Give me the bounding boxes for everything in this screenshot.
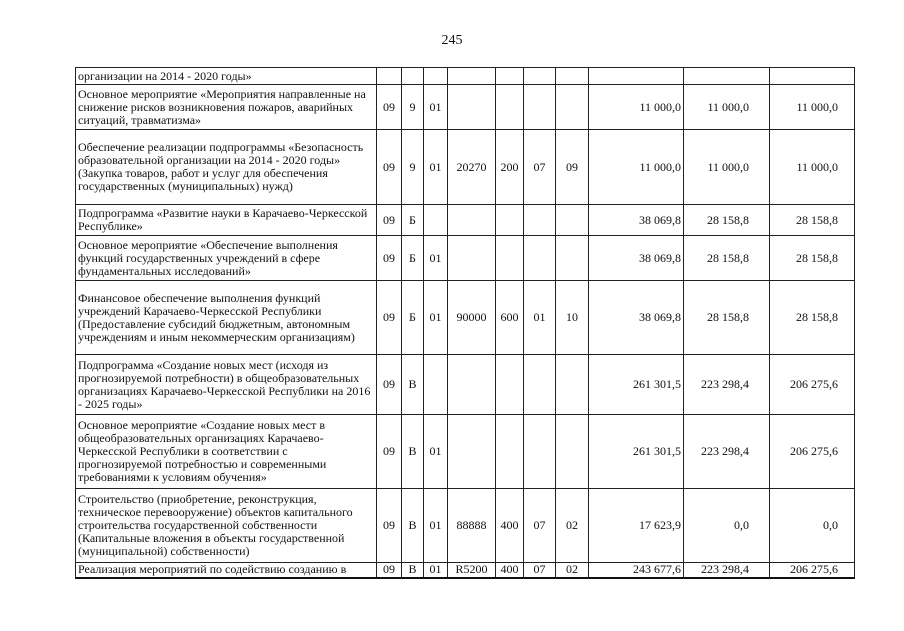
code-cell: 09: [377, 489, 402, 563]
amount-cell: 261 301,5: [589, 355, 684, 415]
code-cell: Б: [402, 205, 424, 236]
code-cell: [524, 236, 556, 281]
table-row: [76, 85, 855, 130]
amount-cell: 261 301,5: [589, 415, 684, 489]
amount-cell: 11 000,0: [589, 130, 684, 205]
amount-cell: 28 158,8: [770, 281, 855, 355]
code-cell: 09: [377, 415, 402, 489]
code-cell: [524, 68, 556, 85]
code-cell: В: [402, 355, 424, 415]
table-row: [76, 68, 855, 85]
code-cell: 01: [424, 85, 448, 130]
code-cell: [496, 205, 524, 236]
code-cell: Б: [402, 236, 424, 281]
code-cell: 600: [496, 281, 524, 355]
code-cell: [524, 85, 556, 130]
code-cell: 9: [402, 130, 424, 205]
budget-table: [75, 67, 855, 579]
code-cell: 400: [496, 489, 524, 563]
code-cell: 07: [524, 130, 556, 205]
code-cell: Б: [402, 281, 424, 355]
code-cell: [448, 205, 496, 236]
code-cell: [448, 68, 496, 85]
amount-cell: 11 000,0: [770, 85, 855, 130]
code-cell: [424, 68, 448, 85]
amount-cell: 223 298,4: [684, 563, 770, 578]
code-cell: [402, 68, 424, 85]
code-cell: [496, 355, 524, 415]
code-cell: 200: [496, 130, 524, 205]
table-row: [76, 415, 855, 489]
code-cell: [556, 415, 589, 489]
code-cell: 02: [556, 563, 589, 578]
row-name: Основное мероприятие «Мероприятия направленные на снижение рисков возникновения пожаров, аварийных ситуаций, травматизма»: [76, 85, 377, 130]
code-cell: [424, 355, 448, 415]
code-cell: 9: [402, 85, 424, 130]
amount-cell: 38 069,8: [589, 236, 684, 281]
code-cell: [524, 355, 556, 415]
amount-cell: 11 000,0: [684, 130, 770, 205]
row-name: Обеспечение реализации подпрограммы «Безопасность образовательной организации на 2014 - 2020 годы» (Закупка товаров, работ и услуг для обеспечения государственных (муниципальных) нужд): [76, 130, 377, 205]
code-cell: 09: [377, 281, 402, 355]
code-cell: 09: [377, 130, 402, 205]
table-row: [76, 489, 855, 563]
code-cell: 01: [424, 489, 448, 563]
code-cell: [496, 68, 524, 85]
amount-cell: 223 298,4: [684, 415, 770, 489]
code-cell: 09: [377, 85, 402, 130]
amount-cell: [684, 68, 770, 85]
row-name: организации на 2014 - 2020 годы»: [76, 68, 377, 85]
amount-cell: 28 158,8: [684, 281, 770, 355]
code-cell: 09: [377, 205, 402, 236]
table-row: [76, 355, 855, 415]
code-cell: 02: [556, 489, 589, 563]
amount-cell: [589, 68, 684, 85]
code-cell: 01: [524, 281, 556, 355]
row-name: Подпрограмма «Развитие науки в Карачаево-Черкесской Республике»: [76, 205, 377, 236]
code-cell: [448, 236, 496, 281]
amount-cell: 38 069,8: [589, 281, 684, 355]
code-cell: [556, 236, 589, 281]
code-cell: [496, 236, 524, 281]
row-name: Подпрограмма «Создание новых мест (исходя из прогнозируемой потребности) в общеобразовательных организациях Карачаево-Черкесской Республики на 2016 - 2025 годы»: [76, 355, 377, 415]
code-cell: В: [402, 563, 424, 578]
amount-cell: 206 275,6: [770, 563, 855, 578]
code-cell: [524, 415, 556, 489]
amount-cell: 11 000,0: [770, 130, 855, 205]
code-cell: [448, 355, 496, 415]
row-name: Финансовое обеспечение выполнения функций учреждений Карачаево-Черкесской Республики (Предоставление субсидий бюджетным, автономным учреждениям и иным некоммерческим организациям): [76, 281, 377, 355]
code-cell: R5200: [448, 563, 496, 578]
amount-cell: 28 158,8: [770, 236, 855, 281]
amount-cell: 223 298,4: [684, 355, 770, 415]
table-row: [76, 281, 855, 355]
code-cell: [496, 415, 524, 489]
amount-cell: 0,0: [684, 489, 770, 563]
row-name: Основное мероприятие «Обеспечение выполнения функций государственных учреждений в сфере фундаментальных исследований»: [76, 236, 377, 281]
amount-cell: 38 069,8: [589, 205, 684, 236]
amount-cell: 11 000,0: [589, 85, 684, 130]
amount-cell: [770, 68, 855, 85]
code-cell: 01: [424, 415, 448, 489]
code-cell: 400: [496, 563, 524, 578]
code-cell: 01: [424, 236, 448, 281]
amount-cell: 206 275,6: [770, 355, 855, 415]
row-name: Строительство (приобретение, реконструкция, техническое перевооружение) объектов капитального строительства государственной собственности (Капитальные вложения в объекты государственной (муниципальной) собственности): [76, 489, 377, 563]
code-cell: [496, 85, 524, 130]
amount-cell: 206 275,6: [770, 415, 855, 489]
amount-cell: 0,0: [770, 489, 855, 563]
table-row: [76, 130, 855, 205]
row-name: Реализация мероприятий по содействию созданию в: [76, 563, 377, 578]
amount-cell: 28 158,8: [770, 205, 855, 236]
code-cell: [377, 68, 402, 85]
amount-cell: 11 000,0: [684, 85, 770, 130]
code-cell: [556, 85, 589, 130]
page-number: 245: [441, 33, 463, 48]
table-row: [76, 563, 855, 578]
amount-cell: 28 158,8: [684, 236, 770, 281]
code-cell: 07: [524, 489, 556, 563]
amount-cell: 243 677,6: [589, 563, 684, 578]
table-row: [76, 205, 855, 236]
row-name: Основное мероприятие «Создание новых мест в общеобразовательных организациях Карачаево-Черкесской Республики в соответствии с прогнозируемой потребностью и современными требованиями к условиям обучения»: [76, 415, 377, 489]
code-cell: 88888: [448, 489, 496, 563]
code-cell: 10: [556, 281, 589, 355]
code-cell: 01: [424, 281, 448, 355]
amount-cell: 17 623,9: [589, 489, 684, 563]
code-cell: 01: [424, 563, 448, 578]
code-cell: [448, 415, 496, 489]
code-cell: 20270: [448, 130, 496, 205]
code-cell: [424, 205, 448, 236]
code-cell: [556, 355, 589, 415]
code-cell: 09: [377, 563, 402, 578]
code-cell: [556, 205, 589, 236]
table-row: [76, 236, 855, 281]
code-cell: 09: [377, 355, 402, 415]
code-cell: 01: [424, 130, 448, 205]
code-cell: 09: [377, 236, 402, 281]
code-cell: В: [402, 489, 424, 563]
code-cell: [556, 68, 589, 85]
amount-cell: 28 158,8: [684, 205, 770, 236]
code-cell: 07: [524, 563, 556, 578]
code-cell: [524, 205, 556, 236]
code-cell: [448, 85, 496, 130]
code-cell: 90000: [448, 281, 496, 355]
code-cell: В: [402, 415, 424, 489]
code-cell: 09: [556, 130, 589, 205]
